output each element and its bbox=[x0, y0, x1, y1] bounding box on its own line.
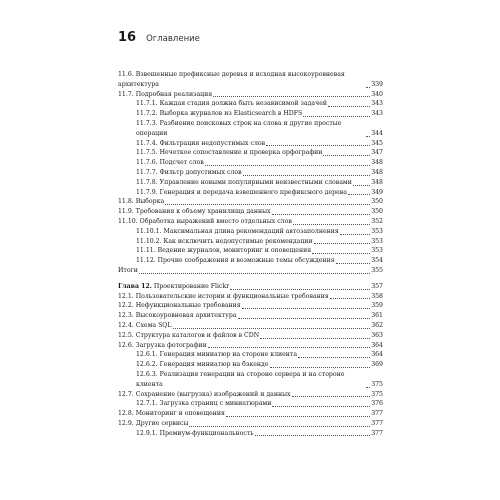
toc-entry-page: 350 bbox=[371, 198, 383, 206]
toc-entry-page: 339 bbox=[371, 80, 383, 88]
toc-entry-label: 12.7.1. Загрузка страниц с миниатюрами bbox=[136, 400, 272, 408]
toc-entry-label bbox=[118, 282, 229, 292]
toc-entry-page: 348 bbox=[371, 159, 383, 167]
toc-entry[interactable] bbox=[118, 331, 383, 341]
toc-entry-page: 375 bbox=[371, 380, 383, 388]
toc-entry-label: 11.7.8. Управление новыми популярными неизвестными словами bbox=[136, 178, 352, 186]
toc-entry-label: 12.5. Структура каталогов и файлов в CDN bbox=[118, 331, 260, 339]
toc-entry-page: 344 bbox=[371, 129, 383, 137]
toc-entry-label: 12.7. Сохранение (выгрузка) изображений и данных bbox=[118, 390, 291, 398]
toc-entry-page: 361 bbox=[371, 312, 383, 320]
leader-dots bbox=[340, 233, 370, 235]
toc-entry-page: 357 bbox=[371, 282, 383, 290]
leader-dots bbox=[238, 317, 371, 319]
leader-dots bbox=[336, 262, 371, 264]
toc-entry-label: 11.10. Обработка выражений вместо отдельных слов bbox=[118, 217, 292, 225]
toc-entry[interactable] bbox=[118, 178, 383, 188]
leader-dots bbox=[330, 297, 370, 299]
toc-entry-page: 363 bbox=[371, 331, 383, 339]
leader-dots bbox=[165, 203, 370, 205]
leader-dots bbox=[270, 366, 371, 368]
toc-entry-label: 11.7.9. Генерация и передача взвешенного префиксного дерева bbox=[136, 188, 347, 196]
toc-entry[interactable] bbox=[118, 246, 383, 256]
toc-entry-page: 349 bbox=[371, 188, 383, 196]
leader-dots bbox=[366, 135, 370, 137]
toc-entry[interactable] bbox=[118, 370, 383, 390]
leader-dots bbox=[353, 184, 370, 186]
toc-entry-page: 364 bbox=[371, 341, 383, 349]
toc-entry[interactable] bbox=[118, 217, 383, 227]
leader-dots bbox=[366, 386, 370, 388]
chapter-title: Проектирование Flickr bbox=[151, 282, 230, 290]
leader-dots bbox=[213, 95, 370, 97]
toc-entry-label: 11.7.3. Разбиение поисковых строк на слова и другие простые операции bbox=[136, 119, 342, 137]
toc-entry-page: 343 bbox=[371, 110, 383, 118]
toc-entry[interactable] bbox=[118, 419, 383, 429]
leader-dots bbox=[314, 242, 371, 244]
toc-entry[interactable] bbox=[118, 360, 383, 370]
toc-entry-page: 375 bbox=[371, 390, 383, 398]
toc-entry-label: Итоги bbox=[118, 266, 138, 274]
toc-entry-page: 348 bbox=[371, 178, 383, 186]
toc-entry[interactable] bbox=[118, 321, 383, 331]
toc-entry-label: 12.8. Мониторинг и оповещения bbox=[118, 410, 225, 418]
leader-dots bbox=[255, 434, 371, 436]
toc-entry-label: 11.7.4. Фильтрация недопустимых слов bbox=[136, 139, 266, 147]
leader-dots bbox=[243, 174, 371, 176]
toc-entry-label: 12.1. Пользовательские истории и функциональные требования bbox=[118, 292, 329, 300]
toc-entry[interactable] bbox=[118, 399, 383, 409]
toc-entry-label: 12.6.2. Генерация миниатюр на бэкенде bbox=[136, 361, 269, 369]
toc-entry[interactable] bbox=[118, 207, 383, 217]
leader-dots bbox=[226, 415, 370, 417]
leader-dots bbox=[348, 193, 370, 195]
toc-entry[interactable] bbox=[118, 139, 383, 149]
toc-entry[interactable] bbox=[118, 168, 383, 178]
leader-dots bbox=[230, 288, 370, 290]
toc-entry[interactable] bbox=[118, 119, 383, 139]
toc-entry-page: 352 bbox=[371, 217, 383, 225]
toc-entry-label: 12.6.3. Реализация генерации на стороне сервера и на стороне клиента bbox=[136, 370, 345, 388]
leader-dots bbox=[293, 223, 370, 225]
toc-entry-page: 377 bbox=[371, 419, 383, 427]
toc-entry-label: 11.9. Требования к объему хранилища данных bbox=[118, 208, 271, 216]
page-number: 16 bbox=[118, 30, 137, 45]
leader-dots bbox=[266, 144, 370, 146]
toc-entry[interactable] bbox=[118, 301, 383, 311]
leader-dots bbox=[189, 425, 370, 427]
toc-entry[interactable] bbox=[118, 197, 383, 207]
toc-entry[interactable] bbox=[118, 237, 383, 247]
toc-entry-label: 12.9.1. Премиум-функциональность bbox=[136, 429, 254, 437]
toc-section-chapter-12 bbox=[118, 292, 383, 439]
toc-entry[interactable] bbox=[118, 266, 383, 276]
toc-entry-label: 12.4. Схема SQL bbox=[118, 321, 172, 329]
toc-entry-page: 345 bbox=[371, 139, 383, 147]
page-header bbox=[118, 30, 200, 45]
toc-entry-page: 364 bbox=[371, 351, 383, 359]
toc-entry-page: 348 bbox=[371, 168, 383, 176]
chapter-prefix: Глава 12. bbox=[118, 282, 152, 290]
toc-entry-label: 11.7.5. Нечеткое сопоставление и проверка орфографии bbox=[136, 149, 323, 157]
toc-entry[interactable] bbox=[118, 70, 383, 90]
toc-entry-label: 12.6. Загрузка фотографии bbox=[118, 341, 207, 349]
toc-entry-label: 11.12. Прочие соображения и возможные темы обсуждения bbox=[136, 257, 335, 265]
table-of-contents bbox=[118, 70, 383, 438]
leader-dots bbox=[328, 105, 370, 107]
toc-entry-page: 354 bbox=[371, 257, 383, 265]
leader-dots bbox=[205, 164, 370, 166]
leader-dots bbox=[272, 405, 370, 407]
leader-dots bbox=[298, 356, 370, 358]
toc-entry-label: 11.7.7. Фильтр допустимых слов bbox=[136, 168, 242, 176]
toc-entry-label: 12.6.1. Генерация миниатюр на стороне клиента bbox=[136, 351, 298, 359]
leader-dots bbox=[292, 395, 371, 397]
toc-entry-page: 343 bbox=[371, 100, 383, 108]
toc-entry-page: 359 bbox=[371, 302, 383, 310]
toc-entry-label: 12.2. Нефункциональные требования bbox=[118, 302, 241, 310]
toc-entry-label: 11.6. Взвешенные префиксные деревья и исходная высокоуровневая архитектура bbox=[118, 71, 345, 88]
leader-dots bbox=[173, 327, 371, 329]
toc-entry[interactable] bbox=[118, 429, 383, 439]
toc-entry[interactable] bbox=[118, 188, 383, 198]
toc-entry[interactable] bbox=[118, 148, 383, 158]
running-title: Оглавление bbox=[146, 34, 200, 44]
toc-entry-page: 347 bbox=[371, 149, 383, 157]
leader-dots bbox=[323, 154, 370, 156]
toc-entry[interactable] bbox=[118, 99, 383, 109]
toc-entry-label: 11.11. Ведение журналов, мониторинг и оповещения bbox=[136, 247, 312, 255]
toc-entry[interactable] bbox=[118, 256, 383, 266]
leader-dots bbox=[366, 86, 370, 88]
toc-entry-label: 11.10.1. Максимальная длина рекомендаций автозаполнения bbox=[136, 227, 339, 235]
toc-entry-page: 376 bbox=[371, 400, 383, 408]
toc-entry[interactable] bbox=[118, 409, 383, 419]
toc-entry-page: 355 bbox=[371, 266, 383, 274]
toc-entry[interactable] bbox=[118, 227, 383, 237]
leader-dots bbox=[139, 272, 370, 274]
toc-entry[interactable] bbox=[118, 350, 383, 360]
leader-dots bbox=[208, 346, 370, 348]
toc-entry-page: 340 bbox=[371, 90, 383, 98]
toc-entry-page: 350 bbox=[371, 208, 383, 216]
toc-entry[interactable] bbox=[118, 390, 383, 400]
leader-dots bbox=[260, 337, 370, 339]
toc-entry[interactable] bbox=[118, 109, 383, 119]
toc-entry-page: 369 bbox=[371, 361, 383, 369]
toc-entry-label: 11.10.2. Как исключить недопустимые рекомендации bbox=[136, 237, 313, 245]
toc-entry-page: 353 bbox=[371, 227, 383, 235]
toc-entry-label: 11.7.2. Выборка журналов из Elasticsearch в HDFS bbox=[136, 110, 303, 118]
toc-entry[interactable] bbox=[118, 158, 383, 168]
leader-dots bbox=[272, 213, 371, 215]
leader-dots bbox=[303, 115, 370, 117]
toc-entry-page: 353 bbox=[371, 247, 383, 255]
toc-entry-page: 377 bbox=[371, 410, 383, 418]
leader-dots bbox=[312, 252, 370, 254]
toc-entry-label: 11.7.6. Подсчет слов bbox=[136, 159, 204, 167]
toc-entry-label: 12.9. Другие сервисы bbox=[118, 419, 189, 427]
toc-entry[interactable] bbox=[118, 292, 383, 302]
toc-entry-page: 377 bbox=[371, 429, 383, 437]
toc-entry-label: 11.8. Выборка bbox=[118, 198, 165, 206]
leader-dots bbox=[242, 307, 371, 309]
toc-entry-page: 358 bbox=[371, 292, 383, 300]
toc-entry-label: 12.3. Высокоуровневая архитектура bbox=[118, 312, 237, 320]
toc-entry-page: 353 bbox=[371, 237, 383, 245]
toc-entry[interactable] bbox=[118, 311, 383, 321]
toc-entry-label: 11.7. Подробная реализация bbox=[118, 90, 213, 98]
toc-entry-label: 11.7.1. Каждая стадия должна быть независимой задачей bbox=[136, 100, 327, 108]
toc-section-chapter-11 bbox=[118, 70, 383, 276]
toc-entry[interactable] bbox=[118, 341, 383, 351]
toc-entry-page: 362 bbox=[371, 321, 383, 329]
toc-entry[interactable] bbox=[118, 90, 383, 100]
toc-chapter-heading[interactable] bbox=[118, 282, 383, 292]
